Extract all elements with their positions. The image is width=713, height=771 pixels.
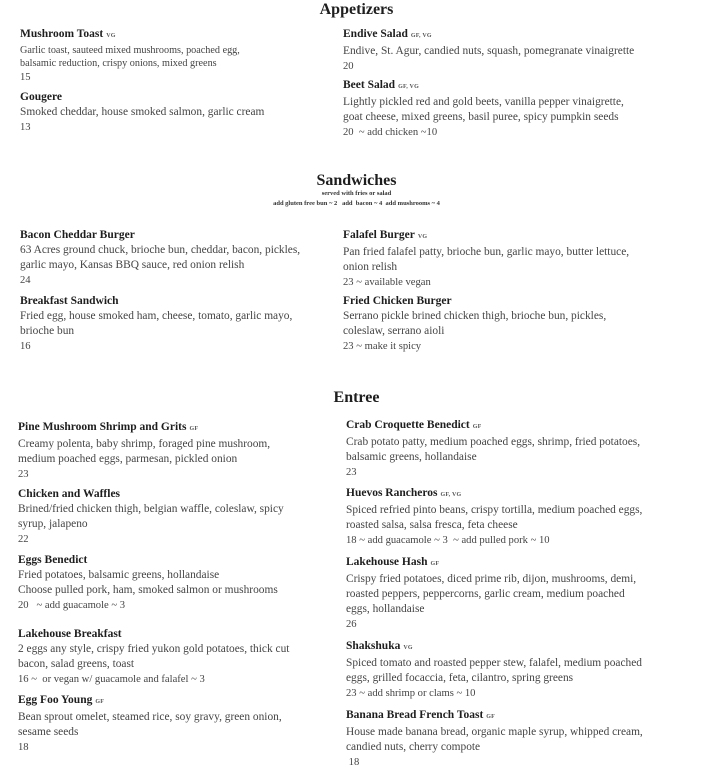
menu-item-bacon-cheddar-burger — [20, 228, 360, 288]
item-name: Lakehouse Hash — [346, 556, 428, 568]
item-price: 23 ~ make it spicy — [343, 341, 422, 352]
menu-item-fried-chicken-burger — [343, 294, 683, 354]
dietary-tags: VG — [417, 234, 428, 240]
item-description — [343, 95, 683, 125]
item-description — [18, 437, 358, 467]
description-line: eggs, grilled focaccia, feta, cilantro, spring greens — [346, 672, 574, 684]
description-line: Brined/fried chicken thigh, belgian waffle, coleslaw, spicy — [18, 503, 284, 515]
item-description — [18, 642, 358, 672]
section-title-entree: Entree — [333, 389, 380, 406]
item-name: Falafel Burger — [343, 229, 415, 241]
description-line: Serrano pickle brined chicken thigh, brioche bun, pickles, — [343, 310, 607, 322]
description-line: Spiced tomato and roasted pepper stew, falafel, medium poached — [346, 657, 642, 669]
item-description — [346, 725, 686, 755]
item-description — [343, 44, 683, 59]
item-price: 18 ~ add guacamole ~ 3 ~ add pulled pork ~ 10 — [346, 535, 550, 546]
item-name: Chicken and Waffles — [18, 488, 121, 500]
description-line: roasted salsa, salsa fresca, feta cheese — [346, 519, 518, 531]
description-line: 2 eggs any style, crispy fried yukon gold potatoes, thick cut — [18, 643, 290, 655]
description-line: Crispy fried potatoes, diced prime rib, dijon, mushrooms, demi, — [346, 573, 637, 585]
item-name: Gougere — [20, 91, 62, 103]
dietary-tags: GF, VG — [410, 33, 432, 39]
item-price: 23 — [346, 467, 357, 478]
description-line: garlic mayo, Kansas BBQ sauce, red onion relish — [20, 259, 245, 271]
item-price: 23 ~ available vegan — [343, 277, 431, 288]
dietary-tags: GF — [486, 714, 496, 720]
dietary-tags: GF — [472, 424, 482, 430]
menu-item-shakshuka — [346, 639, 686, 701]
item-name: Beet Salad — [343, 79, 396, 91]
description-line: 63 Acres ground chuck, brioche bun, cheddar, bacon, pickles, — [20, 244, 301, 256]
description-line: medium poached eggs, parmesan, pickled onion — [18, 453, 238, 465]
item-name: Breakfast Sandwich — [20, 295, 119, 307]
item-price: 23 — [18, 469, 29, 480]
description-line: Garlic toast, sauteed mixed mushrooms, poached egg, — [20, 45, 240, 56]
dietary-tags: GF — [430, 561, 440, 567]
menu-item-lakehouse-hash — [346, 555, 686, 632]
sandwiches-addons-note: add gluten free bun ~ 2 add bacon ~ 4 add mushrooms ~ 4 — [273, 200, 440, 207]
item-price: 15 — [20, 72, 31, 83]
menu-item-egg-foo-young — [18, 693, 358, 755]
item-description — [346, 656, 686, 686]
menu-item-gougere — [20, 90, 360, 135]
item-description — [343, 309, 683, 339]
item-name: Eggs Benedict — [18, 554, 88, 566]
menu-item-chicken-and-waffles — [18, 487, 358, 547]
item-price: 18 — [18, 742, 29, 753]
item-name: Banana Bread French Toast — [346, 709, 484, 721]
item-price: 20 — [343, 61, 354, 72]
description-line: onion relish — [343, 261, 398, 273]
dietary-tags: VG — [106, 33, 116, 39]
item-description — [346, 435, 686, 465]
item-description — [20, 243, 360, 273]
item-description — [346, 572, 686, 617]
item-price: 18 — [346, 757, 360, 768]
dietary-tags: GF, VG — [440, 492, 462, 498]
item-description — [20, 44, 360, 70]
item-price: 22 — [18, 534, 29, 545]
description-line: candied nuts, cherry compote — [346, 741, 481, 753]
item-description — [18, 710, 358, 740]
description-line: roasted peppers, peppercorns, garlic cream, medium poached — [346, 588, 625, 600]
menu-item-mushroom-toast — [20, 27, 360, 85]
description-line: Spiced refried pinto beans, crispy tortilla, medium poached eggs, — [346, 504, 643, 516]
item-price: 24 — [20, 275, 31, 286]
item-name: Crab Croquette Benedict — [346, 419, 470, 431]
item-description — [20, 105, 360, 120]
dietary-tags: GF — [189, 426, 199, 432]
description-line: eggs, hollandaise — [346, 603, 425, 615]
menu-item-eggs-benedict — [18, 553, 358, 613]
item-price: 20 ~ add chicken ~10 — [343, 127, 438, 138]
item-description — [18, 568, 358, 598]
item-price: 26 — [346, 619, 357, 630]
item-description — [343, 245, 683, 275]
sandwiches-note: served with fries or salad — [321, 190, 392, 197]
description-line: House made banana bread, organic maple syrup, whipped cream, — [346, 726, 643, 738]
item-description — [18, 502, 358, 532]
item-name: Shakshuka — [346, 640, 401, 652]
description-line: Fried egg, house smoked ham, cheese, tomato, garlic mayo, — [20, 310, 293, 322]
item-name: Pine Mushroom Shrimp and Grits — [18, 421, 187, 433]
item-name: Mushroom Toast — [20, 28, 104, 40]
dietary-tags: GF — [95, 699, 105, 705]
description-line: Lightly pickled red and gold beets, vanilla pepper vinaigrette, — [343, 96, 624, 108]
menu-item-falafel-burger — [343, 228, 683, 290]
description-line: bacon, salad greens, toast — [18, 658, 135, 670]
dietary-tags: GF, VG — [398, 84, 419, 90]
item-name: Egg Foo Young — [18, 694, 93, 706]
description-line: balsamic reduction, crispy onions, mixed greens — [20, 58, 217, 69]
description-line: Crab potato patty, medium poached eggs, shrimp, fried potatoes, — [346, 436, 641, 448]
menu-item-endive-salad — [343, 27, 683, 74]
section-title-appetizers: Appetizers — [319, 1, 394, 18]
item-description — [346, 503, 686, 533]
item-price: 16 ~ or vegan w/ guacamole and falafel ~ 3 — [18, 674, 205, 685]
description-line: Endive, St. Agur, candied nuts, squash, pomegranate vinaigrette — [343, 45, 635, 57]
description-line: balsamic greens, hollandaise — [346, 451, 477, 463]
item-name: Lakehouse Breakfast — [18, 628, 122, 640]
description-line: syrup, jalapeno — [18, 518, 88, 530]
item-price: 13 — [20, 122, 31, 133]
description-line: Choose pulled pork, ham, smoked salmon or mushrooms — [18, 584, 278, 596]
description-line: sesame seeds — [18, 726, 79, 738]
dietary-tags: VG — [403, 645, 413, 651]
description-line: Fried potatoes, balsamic greens, hollandaise — [18, 569, 220, 581]
item-price: 20 ~ add guacamole ~ 3 — [18, 600, 126, 611]
item-name: Fried Chicken Burger — [343, 295, 452, 307]
description-line: Creamy polenta, baby shrimp, foraged pine mushroom, — [18, 438, 271, 450]
item-description — [20, 309, 360, 339]
menu-item-pine-mushroom-shrimp-and-grits — [18, 420, 358, 482]
description-line: brioche bun — [20, 325, 75, 337]
description-line: Pan fried falafel patty, brioche bun, garlic mayo, butter lettuce, — [343, 246, 630, 258]
description-line: goat cheese, mixed greens, basil puree, spicy pumpkin seeds — [343, 111, 619, 123]
menu-item-beet-salad — [343, 78, 683, 140]
item-price: 23 ~ add shrimp or clams ~ 10 — [346, 688, 476, 699]
menu-item-banana-bread-french-toast — [346, 708, 686, 770]
item-name: Endive Salad — [343, 28, 408, 40]
menu-item-huevos-rancheros — [346, 486, 686, 548]
description-line: Smoked cheddar, house smoked salmon, garlic cream — [20, 106, 265, 118]
description-line: Bean sprout omelet, steamed rice, soy gravy, green onion, — [18, 711, 282, 723]
menu-item-lakehouse-breakfast — [18, 627, 358, 687]
item-name: Huevos Rancheros — [346, 487, 438, 499]
menu-item-breakfast-sandwich — [20, 294, 360, 354]
item-name: Bacon Cheddar Burger — [20, 229, 135, 241]
menu-item-crab-croquette-benedict — [346, 418, 686, 480]
item-price: 16 — [20, 341, 31, 352]
section-title-sandwiches: Sandwiches — [316, 172, 397, 189]
description-line: coleslaw, serrano aioli — [343, 325, 445, 337]
